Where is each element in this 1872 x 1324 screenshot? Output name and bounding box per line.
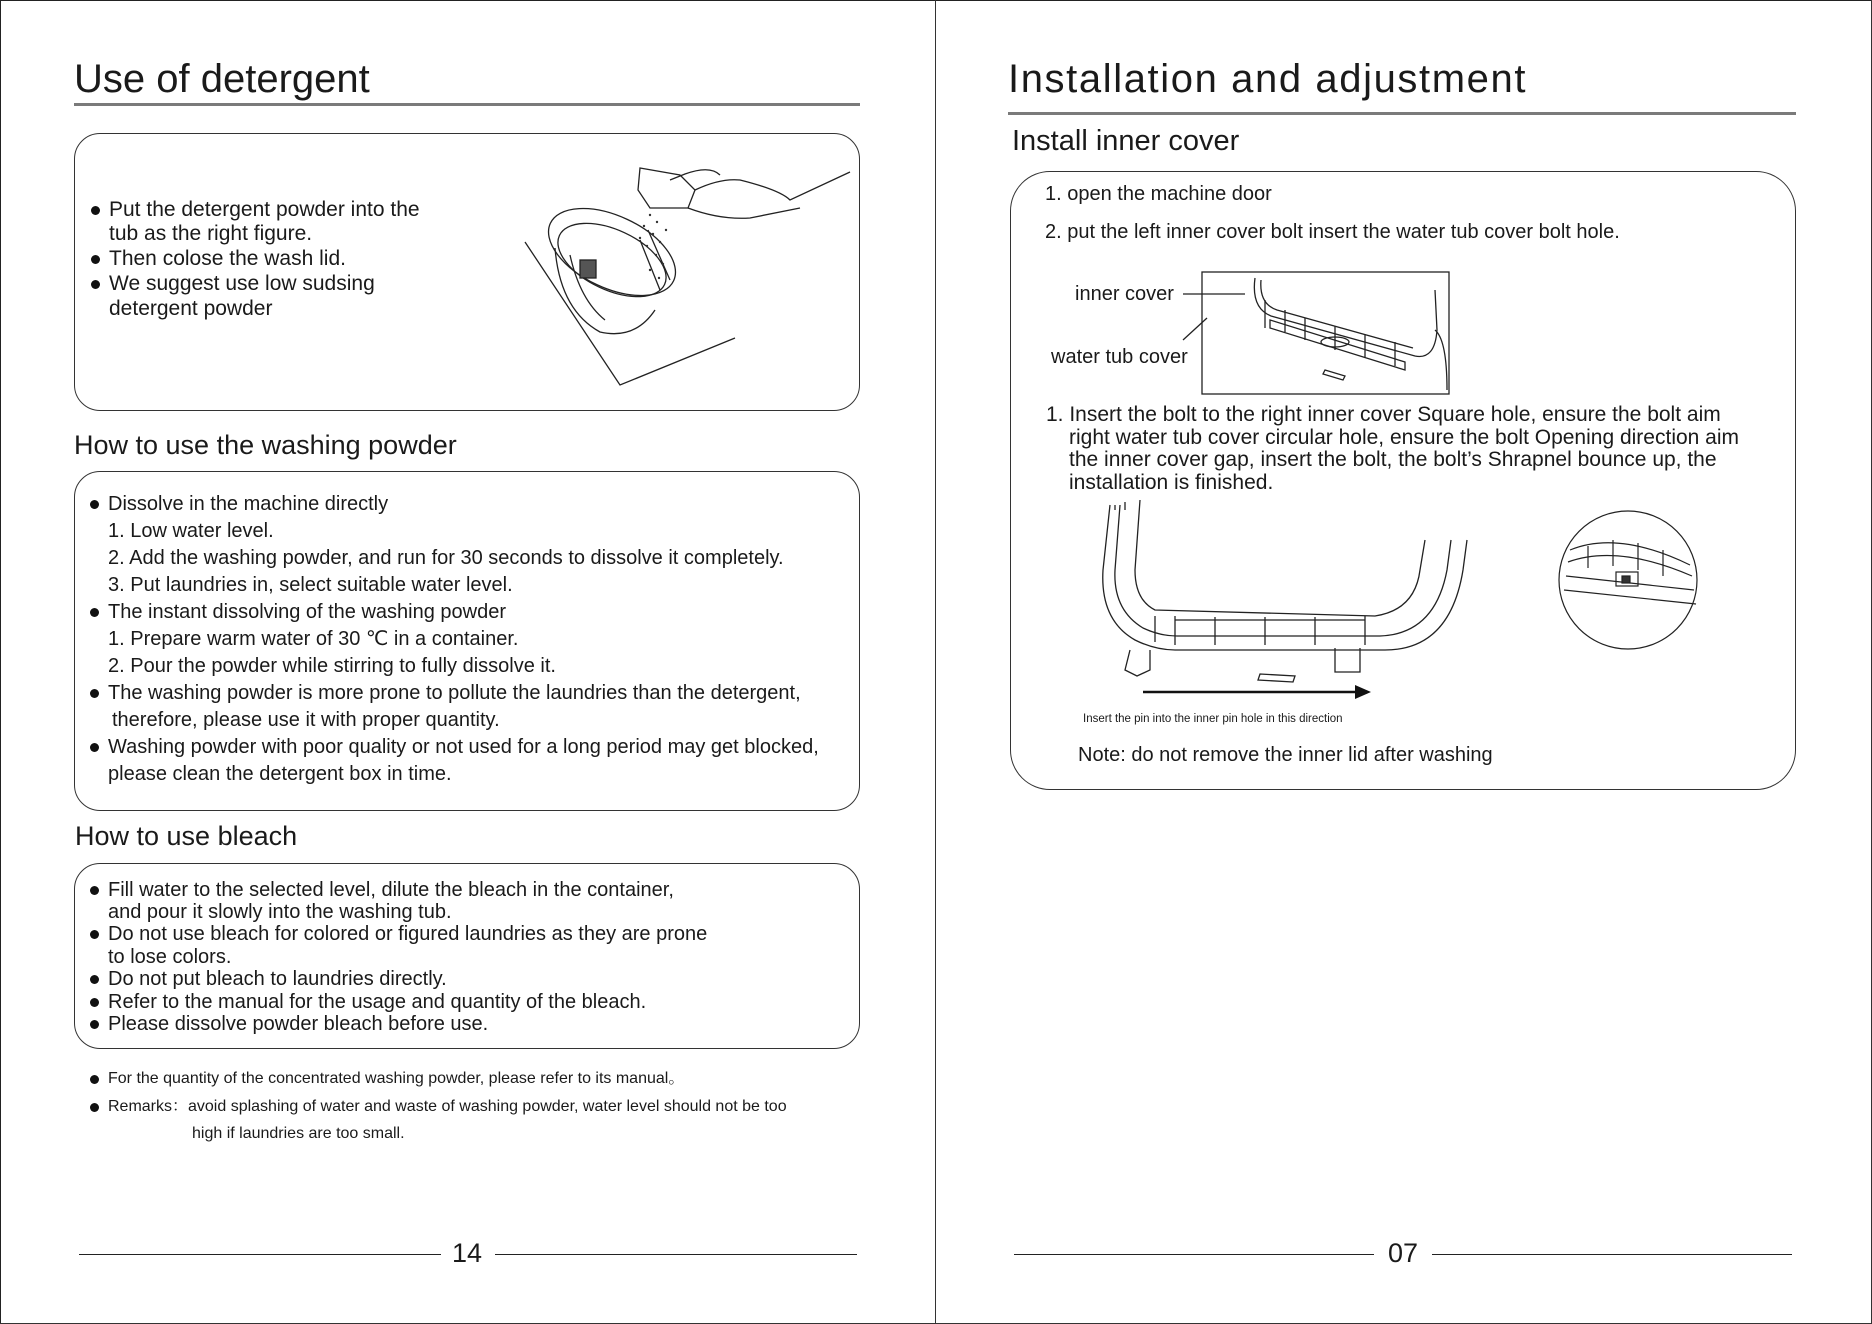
inner-cover-figure xyxy=(1185,270,1455,400)
inner-cover-label: inner cover xyxy=(1075,283,1174,305)
bleach-line: to lose colors. xyxy=(108,946,232,968)
detergent-item: Put the detergent powder into the xyxy=(109,198,420,221)
bolt-step-line: right water tub cover circular hole, ensure the bolt Opening direction aim xyxy=(1069,426,1740,449)
title-underline-left xyxy=(74,103,860,106)
bleach-line: Do not use bleach for colored or figured laundries as they are prone xyxy=(108,923,708,945)
washing-powder-line: 2. Add the washing powder, and run for 30 seconds to dissolve it completely. xyxy=(108,547,784,569)
footer-rule-left-a xyxy=(79,1254,441,1255)
water-tub-cover-label: water tub cover xyxy=(1051,346,1188,368)
page-border-top xyxy=(0,0,1872,1)
install-note: Note: do not remove the inner lid after washing xyxy=(1078,744,1493,766)
washing-powder-line: 2. Pour the powder while stirring to fully dissolve it. xyxy=(108,655,556,677)
bleach-line: and pour it slowly into the washing tub. xyxy=(108,901,452,923)
washing-powder-line: please clean the detergent box in time. xyxy=(108,763,452,785)
install-inner-cover-heading: Install inner cover xyxy=(1012,125,1240,157)
washing-powder-line: The instant dissolving of the washing powder xyxy=(108,601,507,623)
arrow-caption: Insert the pin into the inner pin hole in this direction xyxy=(1083,713,1343,725)
detergent-item: Then colose the wash lid. xyxy=(109,247,346,270)
page-title-left: Use of detergent xyxy=(74,57,370,101)
washing-powder-line: therefore, please use it with proper quantity. xyxy=(112,709,500,731)
footer-rule-right-b xyxy=(1432,1254,1792,1255)
bolt-step-line: 1. Insert the bolt to the right inner cover Square hole, ensure the bolt aim xyxy=(1046,403,1721,426)
page-title-right: Installation and adjustment xyxy=(1008,57,1528,101)
note-line: Remarks：avoid splashing of water and waste of washing powder, water level should not be too xyxy=(108,1096,787,1118)
page-number-left: 14 xyxy=(452,1238,483,1268)
tub-detergent-illustration xyxy=(520,160,860,400)
bleach-line: Please dissolve powder bleach before use. xyxy=(108,1013,489,1035)
bleach-line: Refer to the manual for the usage and quantity of the bleach. xyxy=(108,991,647,1013)
footer-rule-left-b xyxy=(495,1254,857,1255)
note-line: For the quantity of the concentrated washing powder, please refer to its manual。 xyxy=(108,1068,684,1090)
note-line: high if laundries are too small. xyxy=(192,1125,405,1142)
page-number-right: 07 xyxy=(1388,1238,1419,1268)
washing-powder-heading: How to use the washing powder xyxy=(74,430,457,460)
washing-powder-line: 1. Low water level. xyxy=(108,520,274,542)
washing-powder-line: 1. Prepare warm water of 30 ℃ in a container. xyxy=(108,628,519,650)
bolt-step-line: installation is finished. xyxy=(1069,471,1274,494)
washing-powder-line: Washing powder with poor quality or not used for a long period may get blocked, xyxy=(108,736,819,758)
install-step: 2. put the left inner cover bolt insert the water tub cover bolt hole. xyxy=(1045,221,1620,243)
title-underline-right xyxy=(1008,112,1796,115)
detergent-item: We suggest use low sudsing xyxy=(109,272,375,295)
page-border-left xyxy=(0,0,1,1324)
inner-cover-frame-figure xyxy=(1095,500,1475,710)
washing-powder-line: 3. Put laundries in, select suitable water level. xyxy=(108,574,513,596)
bleach-heading: How to use bleach xyxy=(75,821,298,851)
bleach-line: Do not put bleach to laundries directly. xyxy=(108,968,447,990)
zoom-detail-circle xyxy=(1558,510,1698,650)
detergent-item: detergent powder xyxy=(109,297,273,320)
detergent-item: tub as the right figure. xyxy=(109,222,313,245)
washing-powder-line: The washing powder is more prone to pollute the laundries than the detergent, xyxy=(108,682,801,704)
bolt-step-line: the inner cover gap, insert the bolt, the bolt’s Shrapnel bounce up, the xyxy=(1069,448,1717,471)
footer-rule-right-a xyxy=(1014,1254,1374,1255)
washing-powder-line: Dissolve in the machine directly xyxy=(108,493,389,515)
page-divider xyxy=(935,0,936,1324)
bleach-line: Fill water to the selected level, dilute the bleach in the container, xyxy=(108,879,674,901)
direction-arrow-icon xyxy=(1143,682,1373,702)
install-step: 1. open the machine door xyxy=(1045,183,1272,205)
